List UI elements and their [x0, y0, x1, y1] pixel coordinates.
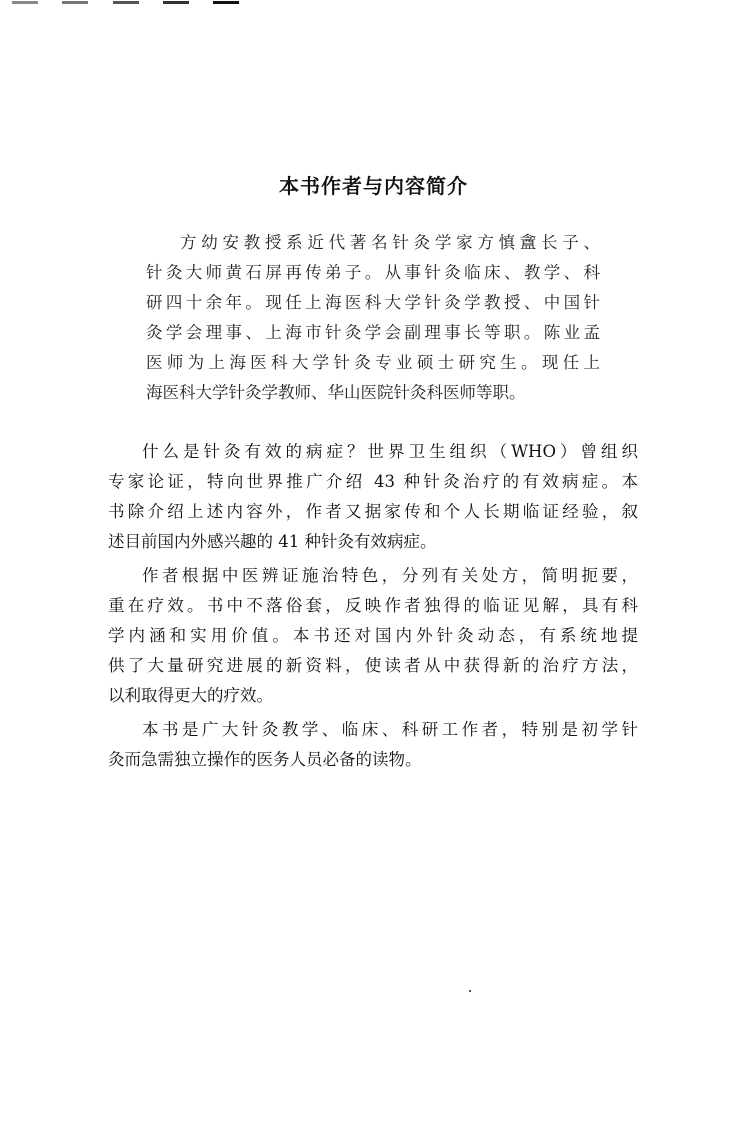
author-intro — [146, 228, 600, 408]
scan-speck — [469, 990, 471, 992]
scan-mark — [113, 1, 139, 4]
scan-mark — [163, 1, 189, 4]
text-line: 海医科大学针灸学教师、华山医院针灸科医师等职。 — [146, 383, 526, 402]
scan-mark — [62, 1, 88, 4]
text-line: 什么是针灸有效的病症？世界卫生组织（WHO）曾组织 — [142, 442, 638, 461]
text-line: 述目前国内外感兴趣的 41 种针灸有效病症。 — [108, 532, 437, 551]
content-intro — [108, 437, 638, 775]
text-line: 针灸大师黄石屏再传弟子。从事针灸临床、教学、科 — [146, 263, 600, 282]
text-line: 研四十余年。现任上海医科大学针灸学教授、中国针 — [146, 293, 600, 312]
text-line: 专家论证，特向世界推广介绍 43 种针灸治疗的有效病症。本 — [108, 472, 638, 491]
text-line: 灸学会理事、上海市针灸学会副理事长等职。陈业孟 — [146, 323, 600, 342]
page-title: 本书作者与内容简介 — [279, 174, 468, 198]
text-line: 方幼安教授系近代著名针灸学家方慎盦长子、 — [180, 233, 600, 252]
text-line: 重在疗效。书中不落俗套，反映作者独得的临证见解，具有科 — [108, 596, 638, 615]
text-line: 供了大量研究进展的新资料，使读者从中获得新的治疗方法， — [108, 656, 638, 675]
scan-mark — [12, 1, 38, 4]
text-line: 以利取得更大的疗效。 — [108, 686, 273, 705]
text-line: 医师为上海医科大学针灸专业硕士研究生。现任上 — [146, 353, 600, 372]
text-line: 本书是广大针灸教学、临床、科研工作者，特别是初学针 — [142, 720, 638, 739]
text-line: 灸而急需独立操作的医务人员必备的读物。 — [108, 750, 422, 769]
scan-mark — [213, 1, 239, 4]
text-line: 书除介绍上述内容外，作者又据家传和个人长期临证经验，叙 — [108, 502, 638, 521]
text-line: 作者根据中医辨证施治特色，分列有关处方，简明扼要， — [142, 566, 638, 585]
text-line: 学内涵和实用价值。本书还对国内外针灸动态，有系统地提 — [108, 626, 638, 645]
